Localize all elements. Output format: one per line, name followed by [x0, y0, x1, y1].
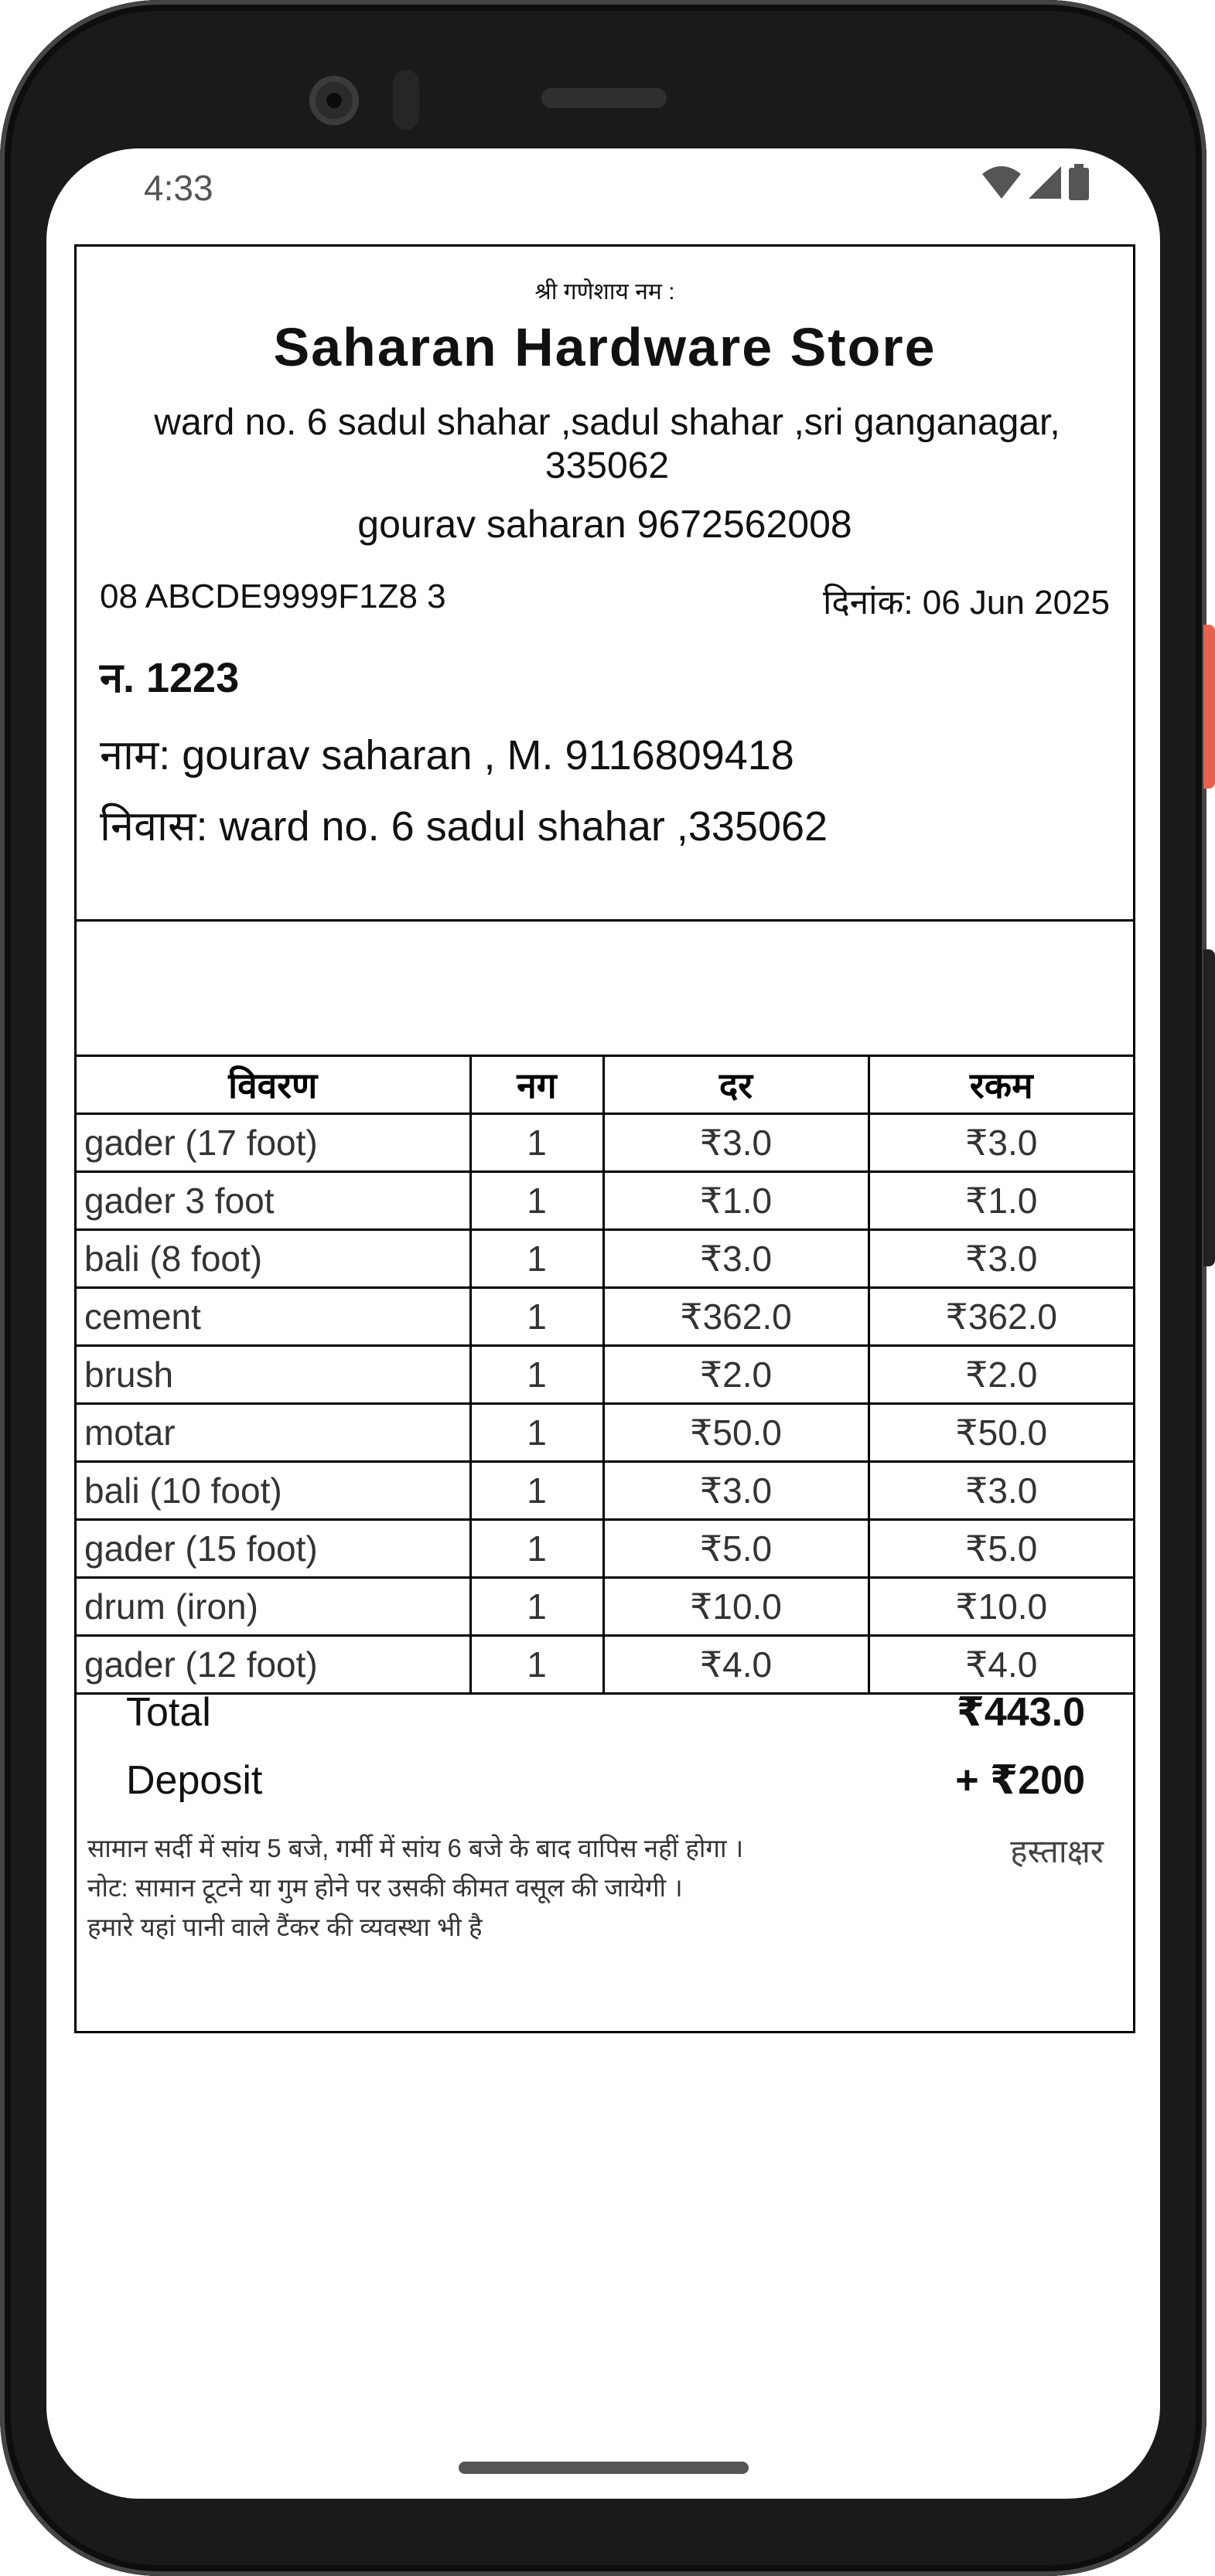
- signal-icon: [1027, 165, 1063, 200]
- total-label: Total: [126, 1690, 211, 1735]
- status-time: 4:33: [144, 168, 213, 208]
- item-name: drum (iron): [77, 1578, 470, 1636]
- item-qty: 1: [470, 1578, 603, 1636]
- item-name: bali (10 foot): [77, 1462, 470, 1520]
- gstin: 08 ABCDE9999F1Z8 3: [100, 578, 446, 615]
- signature-label: हस्ताक्षर: [1010, 1833, 1104, 1869]
- total-value: ₹443.0: [956, 1690, 1085, 1735]
- item-rate: ₹4.0: [603, 1636, 869, 1694]
- screen: [46, 148, 1160, 2499]
- owner-contact: gourav saharan 9672562008: [357, 503, 852, 546]
- table-row: [77, 1114, 1133, 1172]
- item-amount: ₹4.0: [869, 1636, 1133, 1694]
- deposit-value: + ₹200: [955, 1758, 1085, 1803]
- item-amount: ₹3.0: [869, 1114, 1133, 1172]
- bill: [74, 244, 1135, 2033]
- item-name: bali (8 foot): [77, 1230, 470, 1288]
- bill-notes: [87, 1828, 743, 1947]
- table-row: [77, 1288, 1133, 1346]
- item-amount: ₹5.0: [869, 1520, 1133, 1578]
- table-row: [77, 1172, 1133, 1230]
- deposit-label: Deposit: [126, 1758, 263, 1803]
- item-name: gader (15 foot): [77, 1520, 470, 1578]
- table-row: [77, 1230, 1133, 1288]
- table-row: [77, 1520, 1133, 1578]
- item-amount: ₹1.0: [869, 1172, 1133, 1230]
- item-name: motar: [77, 1404, 470, 1462]
- item-qty: 1: [470, 1520, 603, 1578]
- table-row: [77, 1404, 1133, 1462]
- item-qty: 1: [470, 1230, 603, 1288]
- table-row: [77, 1578, 1133, 1636]
- item-qty: 1: [470, 1288, 603, 1346]
- item-rate: ₹3.0: [603, 1230, 869, 1288]
- store-name: Saharan Hardware Store: [273, 317, 937, 377]
- item-qty: 1: [470, 1404, 603, 1462]
- item-qty: 1: [470, 1462, 603, 1520]
- item-rate: ₹5.0: [603, 1520, 869, 1578]
- item-name: brush: [77, 1346, 470, 1404]
- item-rate: ₹10.0: [603, 1578, 869, 1636]
- item-rate: ₹3.0: [603, 1114, 869, 1172]
- proximity-sensor: [393, 70, 419, 130]
- column-header: नग: [470, 1057, 603, 1114]
- item-rate: ₹2.0: [603, 1346, 869, 1404]
- item-amount: ₹50.0: [869, 1404, 1133, 1462]
- battery-icon: [1067, 164, 1090, 201]
- item-rate: ₹362.0: [603, 1288, 869, 1346]
- note-line: हमारे यहां पानी वाले टैंकर की व्यवस्था भी है: [87, 1913, 483, 1941]
- store-address: ward no. 6 sadul shahar ,sadul shahar ,sri ganganagar, 335062: [154, 402, 1060, 486]
- item-name: cement: [77, 1288, 470, 1346]
- item-qty: 1: [470, 1172, 603, 1230]
- item-qty: 1: [470, 1114, 603, 1172]
- customer-residence: निवास: ward no. 6 sadul shahar ,335062: [100, 803, 828, 850]
- item-amount: ₹3.0: [869, 1462, 1133, 1520]
- item-rate: ₹1.0: [603, 1172, 869, 1230]
- item-rate: ₹3.0: [603, 1462, 869, 1520]
- item-amount: ₹10.0: [869, 1578, 1133, 1636]
- wifi-icon: [981, 165, 1022, 200]
- note-line: नोट: सामान टूटने या गुम होने पर उसकी कीमत वसूल की जायेगी ।: [87, 1873, 683, 1902]
- bill-number: न. 1223: [100, 655, 240, 701]
- item-amount: ₹362.0: [869, 1288, 1133, 1346]
- item-qty: 1: [470, 1346, 603, 1404]
- item-name: gader (17 foot): [77, 1114, 470, 1172]
- column-header: दर: [603, 1057, 869, 1114]
- item-amount: ₹2.0: [869, 1346, 1133, 1404]
- volume-button: [1203, 949, 1215, 1266]
- item-name: gader 3 foot: [77, 1172, 470, 1230]
- note-line: सामान सर्दी में सांय 5 बजे, गर्मी में सांय 6 बजे के बाद वापिस नहीं होगा ।: [87, 1834, 744, 1862]
- front-camera: [309, 76, 359, 125]
- item-rate: ₹50.0: [603, 1404, 869, 1462]
- column-header: विवरण: [77, 1057, 470, 1114]
- status-icons: [981, 164, 1090, 201]
- table-row: [77, 1462, 1133, 1520]
- table-header-row: [77, 1057, 1133, 1114]
- items-table: [77, 1057, 1133, 1695]
- power-button: [1203, 625, 1215, 789]
- item-amount: ₹3.0: [869, 1230, 1133, 1288]
- column-header: रकम: [869, 1057, 1133, 1114]
- customer-name: नाम: gourav saharan , M. 9116809418: [100, 732, 794, 779]
- header-divider: [77, 919, 1133, 922]
- home-indicator[interactable]: [459, 2462, 749, 2474]
- table-row: [77, 1346, 1133, 1404]
- table-row: [77, 1636, 1133, 1694]
- earpiece-speaker: [541, 88, 667, 108]
- bill-date: दिनांक: 06 Jun 2025: [822, 584, 1110, 622]
- item-qty: 1: [470, 1636, 603, 1694]
- item-name: gader (12 foot): [77, 1636, 470, 1694]
- invocation: श्री गणेशाय नम :: [534, 279, 675, 305]
